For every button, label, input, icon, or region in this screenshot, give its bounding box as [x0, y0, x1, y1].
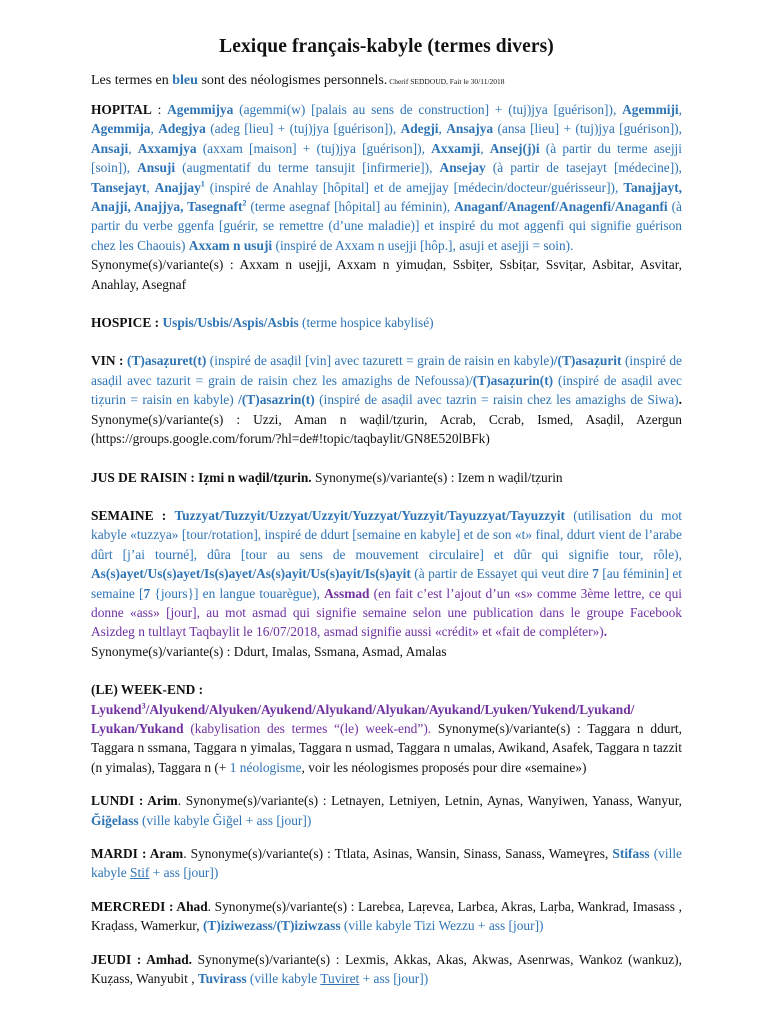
entry-hospice: HOSPICE : Uspis/Usbis/Aspis/Asbis (terme hospice kabylisé)	[91, 315, 434, 331]
synonyms: Synonyme(s)/variante(s) : Izem n waḍil/tẓurin	[311, 469, 563, 485]
synonyms: Synonyme(s)/variante(s) : Ddurt, Imalas, Ssmana, Asmad, Amalas	[91, 643, 447, 659]
entry-head: LUNDI :	[91, 793, 148, 809]
synonyms: . Synonyme(s)/variante(s) : Larebɛa, Laṛevɛa, Larbɛa, Akras, Laṛba, Wankrad, Imasass , Kraḍass, Wamerkur,	[91, 898, 682, 934]
entry-jeudi: JEUDI : Amhad. Synonyme(s)/variante(s) : Lexmis, Akkas, Akas, Akwas, Asenrwas, Wankoz (wankuz), Kuẓass, Wanyubit , Tuvirass (ville kabyle Tuviret + ass [jour])	[91, 951, 682, 987]
entry-hopital: HOPITAL : Agemmijya (agemmi(w) [palais au sens de construction] + (tuj)jya [guérison]), Agemmiji, Agemmija, Adegjya (adeg [lieu] + (tuj)jya [guérison]), Adegji, Ansajya (ansa [lieu] + (tuj)jya [guérison]), Ansaji, Axxamjya (axxam [maison] + (tuj)jya [guérison]), Axxamji, Ansej(j)i (à partir du terme asejji [soin]), Ansuji (augmentatif du terme tansujit [infirmerie]), Ansejay (à partir de tasejayt [médecine]), Tansejayt, Anajjay$^1$ (inspiré de Anahlay [hôpital] et de amejjay [médecin/docteur/guérisseur]), Tanajjayt, Anajji, Anajjya, Tasegnaft$^2$ (terme asegnaf [hôpital] au féminin), Anaganf/Anagenf/Anagenfi/Anaganfi (à partir du verbe ggenfa [guérir, se remettre (d’une maladie)] et inspiré du mot aggenfi qui signifie guérison chez les Chaouis) Axxam n usuji (inspiré de Axxam n usejji [hôp.], asuji et asejji = soin). Synonyme(s)/variante(s) : Axxam n usejji, Axxam n yimuḍan, Ssbiṭer, Ssbiṭar, Ssviṭar, Asbitar, Asvitar, Anahlay, Asegnaf	[91, 102, 682, 292]
entry-head: MARDI :	[91, 846, 150, 861]
intro-line: Les termes en bleu sont des néologismes personnels. Cherif SEDDOUD, Fait le 30/11/2018	[91, 73, 505, 88]
entry-lundi: LUNDI : Arim. Synonyme(s)/variante(s) : Letnayen, Letniyen, Letnin, Aynas, Wanyiwen, Yanass, Wanyur, Ğiğelass (ville kabyle Ğiğel + ass [jour])	[91, 793, 683, 828]
entry-head: VIN :	[91, 353, 124, 369]
footnote-ref[interactable]: 2	[242, 198, 247, 208]
synonyms: . Synonyme(s)/variante(s) : Letnayen, Letniyen, Letnin, Aynas, Wanyiwen, Yanass, Wanyur,	[177, 793, 683, 809]
entry-semaine: SEMAINE : Tuzzyat/Tuzzyit/Uzzyat/Uzzyit/Yuzzyat/Yuzzyit/Tayuzzyat/Tayuzzyit (utilisation du mot kabyle «tuzzya» [tour/rotation], inspiré de ddurt [semaine en kabyle] et de son «t» final, ddurt vient de l’arabe dûrt [j’ai tourné], dûra [tour au sens de mouvement circulaire] et dûr qui signifie tour, rôle), As(s)ayet/Us(s)ayet/Is(s)ayet/As(s)ayit/Us(s)ayit/Is(s)ayit (à partir de Essayet qui veut dire 7 [au féminin] et semaine [7 {jours}] en langue touarègue), Assmad (en fait c’est l’ajout d’un «s» comme 3ème lettre, ce qui donne «ass» [jour], au mot asmad qui signifie semaine selon une publication dans le groupe Facebook Asizdeg n tultlayt Taqbaylit le 16/07/2018, asmad signifie aussi «crédit» et «fait de compléter»). Synonyme(s)/variante(s) : Ddurt, Imalas, Ssmana, Asmad, Amalas	[91, 507, 682, 659]
blue-word: bleu	[172, 73, 198, 88]
city-link[interactable]: Stif	[130, 865, 150, 881]
synonyms: . Synonyme(s)/variante(s) : Ttlata, Asinas, Wansin, Sinass, Sanass, Wameɣres,	[183, 846, 613, 861]
synonyms: Synonyme(s)/variante(s) : Axxam n usejji, Axxam n yimuḍan, Ssbiṭer, Ssbiṭar, Ssviṭar, Asbitar, Asvitar, Anahlay, Asegnaf	[91, 257, 682, 292]
entry-mercredi: MERCREDI : Ahad. Synonyme(s)/variante(s) : Larebɛa, Laṛevɛa, Larbɛa, Akras, Laṛba, Wankrad, Imasass , Kraḍass, Wamerkur, (T)iziwezass/(T)iziwzass (ville kabyle Tizi Wezzu + ass [jour])	[91, 898, 682, 934]
document-title: Lexique français-kabyle (termes divers)	[219, 36, 554, 57]
entry-head: JEUDI :	[91, 951, 147, 967]
author-note: Cherif SEDDOUD, Fait le 30/11/2018	[387, 77, 505, 86]
city-link[interactable]: Tuviret	[320, 971, 360, 987]
entry-head: (LE) WEEK-END :	[91, 682, 204, 698]
entry-week-end: (LE) WEEK-END : Lyukend$^3$/Alyukend/Alyuken/Ayukend/Alyukand/Alyukan/Ayukand/Lyuken/Yukend/Lyukand/ Lyukan/Yukand (kabylisation des termes “(le) week-end”). Synonyme(s)/variante(s) : Taggara n ddurt, Taggara n ssmana, Taggara n yimalas, Taggara n usmad, Taggara n umalas, Awikand, Asafek, Taggara n tazzit (n yimalas), Taggara n (+ 1 néologisme, voir les néologismes proposés pour dire «semaine»)	[91, 682, 682, 775]
entry-head: MERCREDI :	[91, 898, 177, 914]
synonyms: Synonyme(s)/variante(s) : Taggara n ddurt, Taggara n ssmana, Taggara n yimalas, Taggara n usmad, Taggara n umalas, Awikand, Asafek, Taggara n tazzit (n yimalas), Taggara n (+	[91, 720, 682, 775]
entry-jus-de-raisin: JUS DE RAISIN : Iẓmi n waḍil/tẓurin. Synonyme(s)/variante(s) : Izem n waḍil/tẓurin	[91, 469, 563, 485]
footnote-ref[interactable]: 1	[200, 179, 205, 189]
synonyms: Synonyme(s)/variante(s) : Lexmis, Akkas, Akas, Akwas, Asenrwas, Wankoz (wankuz), Kuẓass, Wanyubit ,	[91, 951, 682, 987]
entry-head: HOPITAL	[91, 102, 152, 117]
entry-mardi: MARDI : Aram. Synonyme(s)/variante(s) : Ttlata, Asinas, Wansin, Sinass, Sanass, Wameɣres, Stifass (ville kabyle Stif + ass [jour])	[91, 846, 682, 881]
entry-head: JUS DE RAISIN :	[91, 469, 199, 485]
synonyms: Synonyme(s)/variante(s) : Uzzi, Aman n waḍil/tẓurin, Acrab, Ccrab, Ismed, Asaḍil, Azergun (https://groups.google.com/forum/?hl=de#!topic/taqbaylit/GN8E520lBFk)	[91, 411, 682, 447]
footnote-ref[interactable]: 3	[141, 701, 146, 711]
entry-vin: VIN : (T)asaẓuret(t) (inspiré de asaḍil [vin] avec tazurett = grain de raisin en kabyle)/(T)asaẓurit (inspiré de asaḍil avec tazurit = grain de raisin chez les amazighs de Nefoussa)/(T)asaẓurin(t) (inspiré de asaḍil avec tiẓurin = raisin en kabyle) /(T)asazrin(t) (inspiré de asaḍil avec tazrin = raisin chez les amazighs de Siwa). Synonyme(s)/variante(s) : Uzzi, Aman n waḍil/tẓurin, Acrab, Ccrab, Ismed, Asaḍil, Azergun (https://groups.google.com/forum/?hl=de#!topic/taqbaylit/GN8E520lBFk)	[91, 353, 682, 447]
entry-head: HOSPICE :	[91, 315, 160, 331]
entry-head: SEMAINE :	[91, 507, 167, 523]
